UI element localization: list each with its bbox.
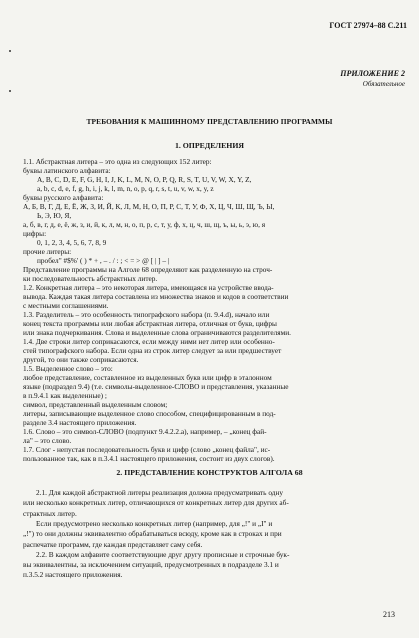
text-line: 1.2. Конкретная литера – это некоторая литера, имеющаяся на устройстве ввода- [23, 283, 274, 292]
text-line: вы эквивалентны, за исключением ситуаций, предусмотренных в подразделе 3.1 и [23, 560, 279, 569]
text-line: символ, представленный выделенным словом; [23, 400, 168, 409]
text-line: ки последовательность абстрактных литер. [23, 274, 158, 283]
text-line: A, B, C, D, E, F, G, H, I, J, K, L, M, N, O, P, Q, R, S, T, U, V, W, X, Y, Z, [37, 175, 252, 184]
text-line: ла" – это слово. [23, 436, 72, 445]
margin-mark [9, 50, 11, 52]
text-line: распечатке программ, где каждая представляет саму себя. [23, 540, 203, 549]
text-line: прочие литеры: [23, 247, 72, 256]
text-line: 1.3. Разделитель – это особенность типографского набора (п. 9.4.d), начало или [23, 310, 270, 319]
text-line: или несколько конкретных литер, отличающихся от конкретных литер для других аб- [23, 498, 289, 507]
text-line: языке (подраздел 9.4) (т.е. символы-выделенное-СЛОВО и представления, указанные [23, 382, 289, 391]
text-line: разделе 3.4 настоящего приложения. [23, 418, 137, 427]
document-code: ГОСТ 27974–88 С.211 [329, 21, 407, 30]
text-line: 0, 1, 2, 3, 4, 5, 6, 7, 8, 9 [37, 238, 107, 247]
appendix-label: ПРИЛОЖЕНИЕ 2 [340, 69, 405, 78]
margin-mark [9, 90, 11, 92]
text-line: „!") то они должны эквивалентно обрабатываться всюду, кроме как в строках и при [23, 529, 282, 538]
text-line: 2.2. В каждом алфавите соответствующие друг другу прописные и строчные бук- [36, 550, 290, 559]
text-line: конец текста программы или любая абстрактная литера, отличная от букв, цифры [23, 319, 277, 328]
text-line: 1.1. Абстрактная литера – это одна из следующих 152 литер: [23, 157, 212, 166]
text-line: 1.5. Выделенное слово – это: [23, 364, 113, 373]
text-line: 2.1. Для каждой абстрактной литеры реализация должна предусматривать одну [36, 488, 284, 497]
appendix-status: Обязательное [362, 80, 405, 88]
text-line: а, б, в, г, д, е, ё, ж, з, и, й, к, л, м, н, о, п, р, с, т, у, ф, х, ц, ч, ш, щ, ъ, ы, ь, э, ю, я [23, 220, 266, 229]
text-line: 1.7. Слог - непустая последовательность букв и цифр (слово „конец файла", ис- [23, 445, 271, 454]
text-line: в п.9.4.1 как выделенные) ; [23, 391, 107, 400]
text-line: цифры: [23, 229, 47, 238]
document-title: ТРЕБОВАНИЯ К МАШИННОМУ ПРЕДСТАВЛЕНИЮ ПРОГРАММЫ [86, 117, 333, 126]
text-line: 1.4. Две строки литер соприкасаются, если между ними нет литер или особенно- [23, 337, 275, 346]
text-line: любое представление, составленное из выделенных букв или цифр в эталонном [23, 373, 272, 382]
section-heading: 1. ОПРЕДЕЛЕНИЯ [174, 141, 245, 150]
text-line: страктных литер. [23, 509, 77, 518]
text-line: А, Б, В, Г, Д, Е, Ё, Ж, З, И, Й, К, Л, М, Н, О, П, Р, С, Т, У, Ф, Х, Ц, Ч, Ш, Щ, Ъ, Ы, [23, 202, 275, 211]
text-line: Представление программы на Алголе 68 определяют как разделенную на строч- [23, 265, 273, 274]
section-heading: 2. ПРЕДСТАВЛЕНИЕ КОНСТРУКТОВ АЛГОЛА 68 [116, 468, 303, 477]
text-line: Если предусмотрено несколько конкретных литер (например, для „!" и „I" и [36, 519, 273, 528]
text-line: Ь, Э, Ю, Я, [37, 211, 72, 220]
text-line: буквы латинского алфавита: [23, 166, 111, 175]
text-line: пользованное так, как в п.3.4.1 настоящего приложения, состоит из двух слогов). [23, 454, 275, 463]
text-line: стей типографского набора. Если одна из строк литер следует за или предшествует [23, 346, 282, 355]
text-line: пробел" #$%' ( ) * + , – . / : ; < = > @ [ | ] – | [37, 256, 170, 265]
text-line: или знака подчеркивания. Слова и выделенные слова ограничиваются разделителями. [23, 328, 291, 337]
text-line: a, b, c, d, e, f, g, h, i, j, k, l, m, n, o, p, q, r, s, t, u, v, w, x, y, z [37, 184, 214, 193]
text-line: вывода. Каждая такая литера составлена из множества знаков и кодов в соответствии [23, 292, 289, 301]
text-line: 1.6. Слово – это символ-СЛОВО (подпункт 9.4.2.2.а), например, – „конец фай- [23, 427, 267, 436]
text-line: с местными соглашениями. [23, 301, 109, 310]
text-line: другой, то они также соприкасаются. [23, 355, 139, 364]
page-number: 213 [383, 610, 395, 619]
text-line: буквы русского алфавита: [23, 193, 104, 202]
text-line: литеры, записывающие выделенное слово способом, специфицированным в под- [23, 409, 276, 418]
text-line: п.3.5.2 настоящего приложения. [23, 570, 123, 579]
